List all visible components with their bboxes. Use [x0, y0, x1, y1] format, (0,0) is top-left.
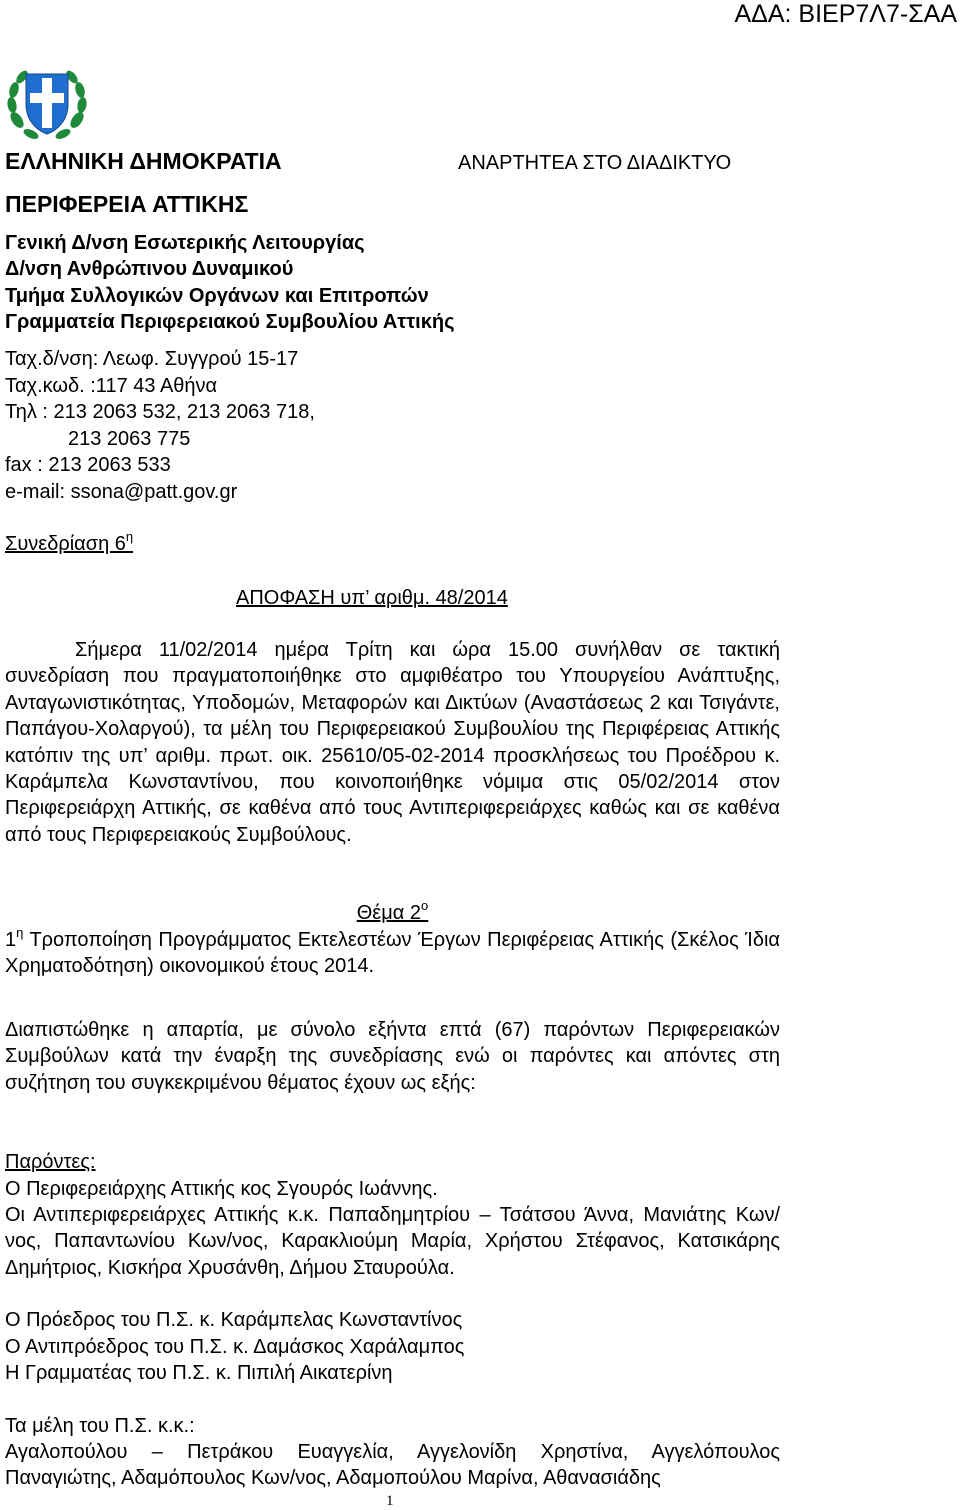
officer-line: Η Γραμματέας του Π.Σ. κ. Πιπιλή Αικατερίνη: [5, 1362, 393, 1384]
topic-label: Θέμα $2^o$: [356, 898, 429, 924]
ada-code: ΑΔΑ: ΒΙΕΡ7Λ7-ΣΑΑ: [734, 0, 957, 28]
address: Ταχ.δ/νση: Λεωφ. Συγγρού 15-17: [5, 348, 299, 370]
present-heading: Παρόντες:: [5, 1151, 96, 1173]
greek-emblem: [4, 60, 90, 146]
email-address: e-mail: ssona@patt.gov.gr: [5, 481, 238, 503]
phone-numbers-continued: 213 2063 775: [68, 428, 191, 450]
unit-line: Δ/νση Ανθρώπινου Δυναμικού: [5, 258, 294, 280]
page-number: 1: [386, 1493, 394, 1509]
quorum-paragraph: Διαπιστώθηκε η απαρτία, με σύνολο εξήντα επτά (67) παρόντων Περιφερειακών Συμβούλων κατά την έναρξη της συνεδρίασης ενώ οι παρόντες και απόντες στη συζήτηση του συγκεκριμένου θέματος έχουν ως εξής:: [5, 1019, 780, 1094]
publication-notice: ΑΝΑΡΤΗΤΕΑ ΣΤΟ ΔΙΑΔΙΚΤΥΟ: [458, 152, 732, 174]
governor-line: Ο Περιφερειάρχης Αττικής κος Σγουρός Ιωάννης.: [5, 1178, 438, 1200]
topic-text: $1^\eta$ Τροποποίηση Προγράμματος Εκτελεστέων Έργων Περιφέρειας Αττικής (Σκέλος Ίδια Χρηματοδότηση) οικονομικού έτους 2014.: [5, 925, 780, 978]
fax-number: fax : 213 2063 533: [5, 454, 171, 476]
unit-line: Τμήμα Συλλογικών Οργάνων και Επιτροπών: [5, 285, 429, 307]
deputies-paragraph: Οι Αντιπεριφερειάρχες Αττικής κ.κ. Παπαδημητρίου – Τσάτσου Άννα, Μανιάτης Κων/νος, Παπαντωνίου Κων/νος, Καρακλιούμη Μαρία, Χρήστου Στέφανος, Κατσικάρης Δημήτριος, Κισκήρα Χρυσάνθη, Δήμου Σταυρούλα.: [5, 1204, 780, 1279]
decision-title: ΑΠΟΦΑΣΗ υπ’ αριθμ. 48/2014: [236, 587, 508, 609]
phone-numbers: Τηλ : 213 2063 532, 213 2063 718,: [5, 401, 315, 423]
members-heading: Τα μέλη του Π.Σ. κ.κ.:: [5, 1415, 195, 1437]
unit-line: Γραμματεία Περιφερειακού Συμβουλίου Αττικής: [5, 311, 455, 333]
postcode: Ταχ.κωδ. :117 43 Αθήνα: [5, 375, 218, 397]
officer-line: Ο Αντιπρόεδρος του Π.Σ. κ. Δαμάσκος Χαράλαμπος: [5, 1336, 465, 1358]
officer-line: Ο Πρόεδρος του Π.Σ. κ. Καράμπελας Κωνσταντίνος: [5, 1309, 463, 1331]
region-name: ΠΕΡΙΦΕΡΕΙΑ ΑΤΤΙΚΗΣ: [5, 191, 249, 217]
session-number: Συνεδρίαση $6^\eta$: [5, 529, 134, 555]
unit-line: Γενική Δ/νση Εσωτερικής Λειτουργίας: [5, 232, 365, 254]
intro-paragraph: Σήμερα 11/02/2014 ημέρα Τρίτη και ώρα 15.00 συνήλθαν σε τακτική συνεδρίαση που πραγματοποιήθηκε στο αμφιθέατρο του Υπουργείου Ανάπτυξης, Ανταγωνιστικότητας, Υποδομών, Μεταφορών και Δικτύων (Αναστάσεως 2 και Τσιγάντε, Παπάγου-Χολαργού), τα μέλη του Περιφερειακού Συμβουλίου της Περιφέρειας Αττικής κατόπιν της υπ’ αριθμ. πρωτ. οικ. 25610/05-02-2014 προσκλήσεως του Προέδρου κ. Καράμπελα Κωνσταντίνου, που κοινοποιήθηκε νόμιμα στις 05/02/2014 στον Περιφερειάρχη Αττικής, σε καθένα από τους Αντιπεριφερειάρχες καθώς και σε καθένα από τους Περιφερειακούς Συμβούλους.: [5, 639, 780, 846]
members-paragraph: Αγαλοπούλου – Πετράκου Ευαγγελία, Αγγελονίδη Χρηστίνα, Αγγελόπουλος Παναγιώτης, Αδαμόπουλος Κων/νος, Αδαμοπούλου Μαρίνα, Αθανασιάδης: [5, 1441, 780, 1490]
country-name: ΕΛΛΗΝΙΚΗ ΔΗΜΟΚΡΑΤΙΑ: [5, 148, 282, 174]
